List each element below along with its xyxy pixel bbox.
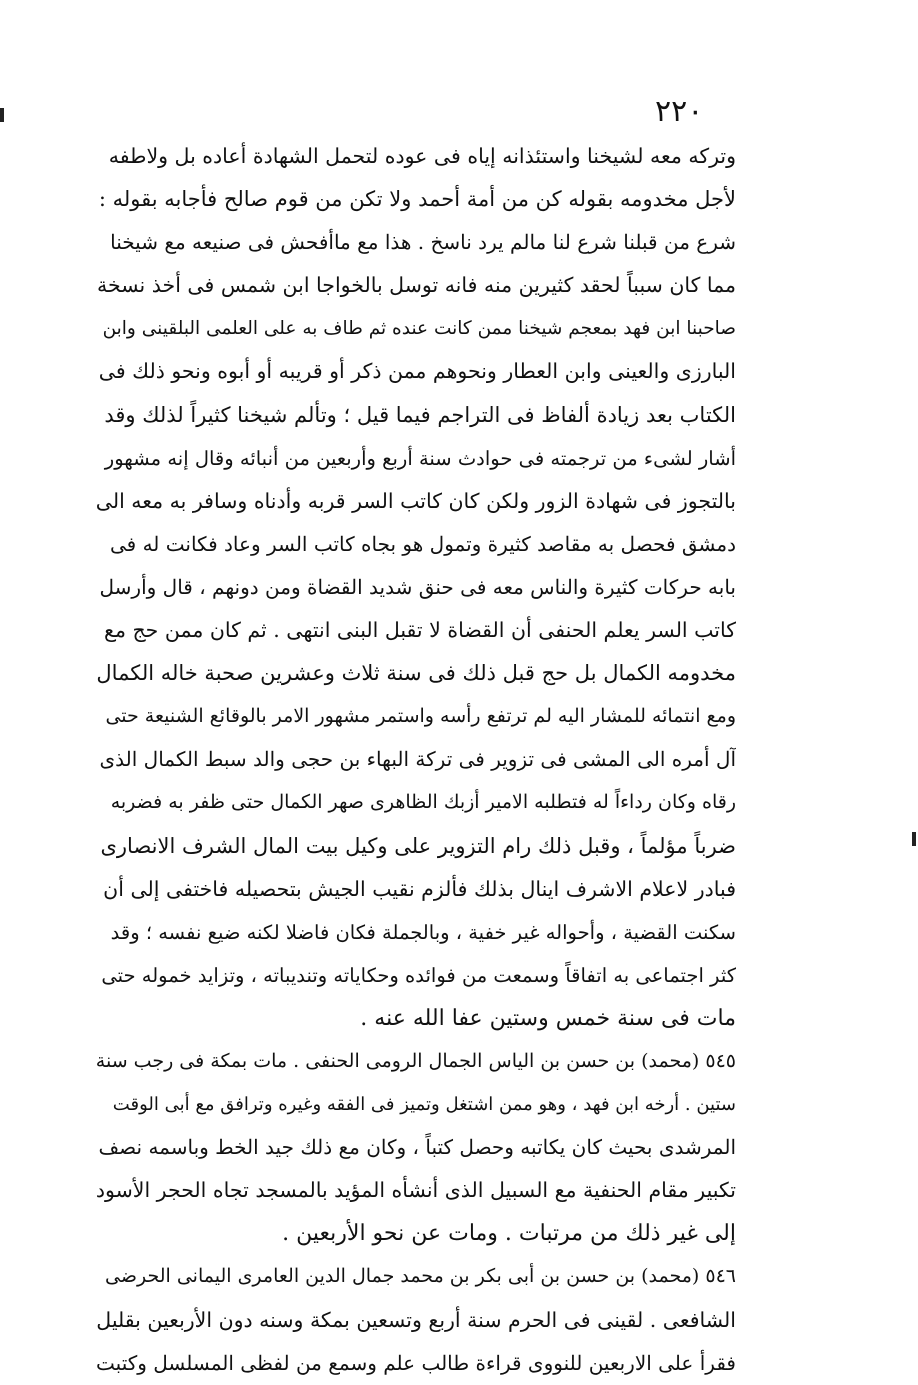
text-line: فبادر لاعلام الاشرف اينال بذلك فألزم نقيب الجيش بتحصيله فاختفى إلى أن: [103, 876, 736, 901]
text-line: ٥٤٥ (محمد) بن حسن بن الياس الجمال الرومى الحنفى . مات بمكة فى رجب سنة: [96, 1049, 736, 1072]
text-line: لأجل مخدومه بقوله كن من أمة أحمد ولا تكن من قوم صالح فأجابه بقوله :: [98, 187, 736, 212]
text-line: أشار لشىء من ترجمته فى حوادث سنة أربع وأربعين من أنبائه وقال إنه مشهور: [104, 446, 736, 470]
text-line: آل أمره الى المشى فى تزوير فى تركة البهاء بن حجى والد سبط الكمال الذى: [99, 747, 736, 772]
text-line: بابه حركات كثيرة والناس معه فى حنق شديد القضاة ومن دونهم ، قال وأرسل: [99, 574, 736, 599]
text-line: دمشق فحصل به مقاصد كثيرة وتمول هو بجاه كاتب السر وعاد فكانت له فى: [109, 531, 736, 556]
body-text: [96, 135, 736, 1385]
text-line: ٥٤٦ (محمد) بن حسن بن أبى بكر بن محمد جمال الدين العامرى اليمانى الحرضى: [105, 1265, 736, 1288]
text-line: رقاه وكان رداءاً له فتطلبه الامير أزبك الظاهرى صهر الكمال حتى ظفر به فضربه: [110, 791, 736, 814]
text-line: ومع انتمائه للمشار اليه لم ترتفع رأسه واستمر مشهور الامر بالوقائع الشنيعة حتى: [105, 705, 736, 728]
text-line: تكبير مقام الحنفية مع السبيل الذى أنشأه المؤيد بالمسجد تجاه الحجر الأسود: [96, 1178, 736, 1203]
text-line: شرع من قبلنا شرع لنا مالم يرد ناسخ . هذا مع ماأفحش فى صنيعه مع شيخنا: [110, 230, 736, 255]
text-line: مخدومه الكمال بل حج قبل ذلك فى سنة ثلاث وعشرين صحبة خاله الكمال: [96, 661, 736, 686]
text-line: إلى غير ذلك من مرتبات . ومات عن نحو الأربعين .: [282, 1221, 736, 1247]
margin-mark-right: [912, 832, 916, 846]
text-line: ضرباً مؤلماً ، وقبل ذلك رام التزوير على وكيل بيت المال الشرف الانصارى: [100, 833, 736, 858]
text-line: ستين . أرخه ابن فهد ، وهو ممن اشتغل وتميز فى الفقه وغيره وترافق مع أبى الوقت: [112, 1094, 736, 1116]
page-number: ٢٢٠: [655, 94, 704, 129]
margin-mark-top: [0, 108, 4, 122]
text-line: الشافعى . لقينى فى الحرم سنة أربع وتسعين بمكة وسنه دون الأربعين بقليل: [96, 1307, 736, 1332]
text-line: سكنت القضية ، وأحواله غير خفية ، وبالجملة فكان فاضلا لكنه ضيع نفسه ؛ وقد: [110, 920, 736, 944]
text-line: وتركه معه لشيخنا واستئذانه إياه فى عوده لتحمل الشهادة أعاده بل ولاطفه: [108, 144, 736, 168]
text-line: المرشدى بحيث كان يكاتبه وحصل كتباً ، وكان مع ذلك جيد الخط وباسمه نصف: [98, 1135, 736, 1160]
text-line: البارزى والعينى وابن العطار ونحوهم ممن ذكر أو قريبه أو أبوه ونحو ذلك فى: [98, 359, 736, 384]
text-line: مما كان سبباً لحقد كثيرين منه فانه توسل بالخواجا ابن شمس فى أخذ نسخة: [97, 273, 736, 298]
text-line: فقرأ على الاربعين للنووى قراءة طالب علم وسمع من لفظى المسلسل وكتبت: [96, 1350, 736, 1375]
text-line: الكتاب بعد زيادة ألفاظ فى التراجم فيما قيل ؛ وتألم شيخنا كثيراً لذلك وقد: [104, 402, 736, 427]
text-line: كثر اجتماعى به اتفاقاً وسمعت من فوائده وحكاياته وتنديباته ، وتزايد خموله حتى: [101, 963, 736, 987]
text-line: بالتجوز فى شهادة الزور ولكن كان كاتب السر قربه وأدناه وسافر به معه الى: [96, 488, 736, 513]
text-line: مات فى سنة خمس وستين عفا الله عنه .: [360, 1005, 736, 1031]
text-line: كاتب السر يعلم الحنفى أن القضاة لا تقبل البنى انتهى . ثم كان ممن حج مع: [104, 618, 736, 643]
text-line: صاحبنا ابن فهد بمعجم شيخنا ممن كانت عنده ثم طاف به على العلمى البلقينى وابن: [102, 318, 736, 340]
